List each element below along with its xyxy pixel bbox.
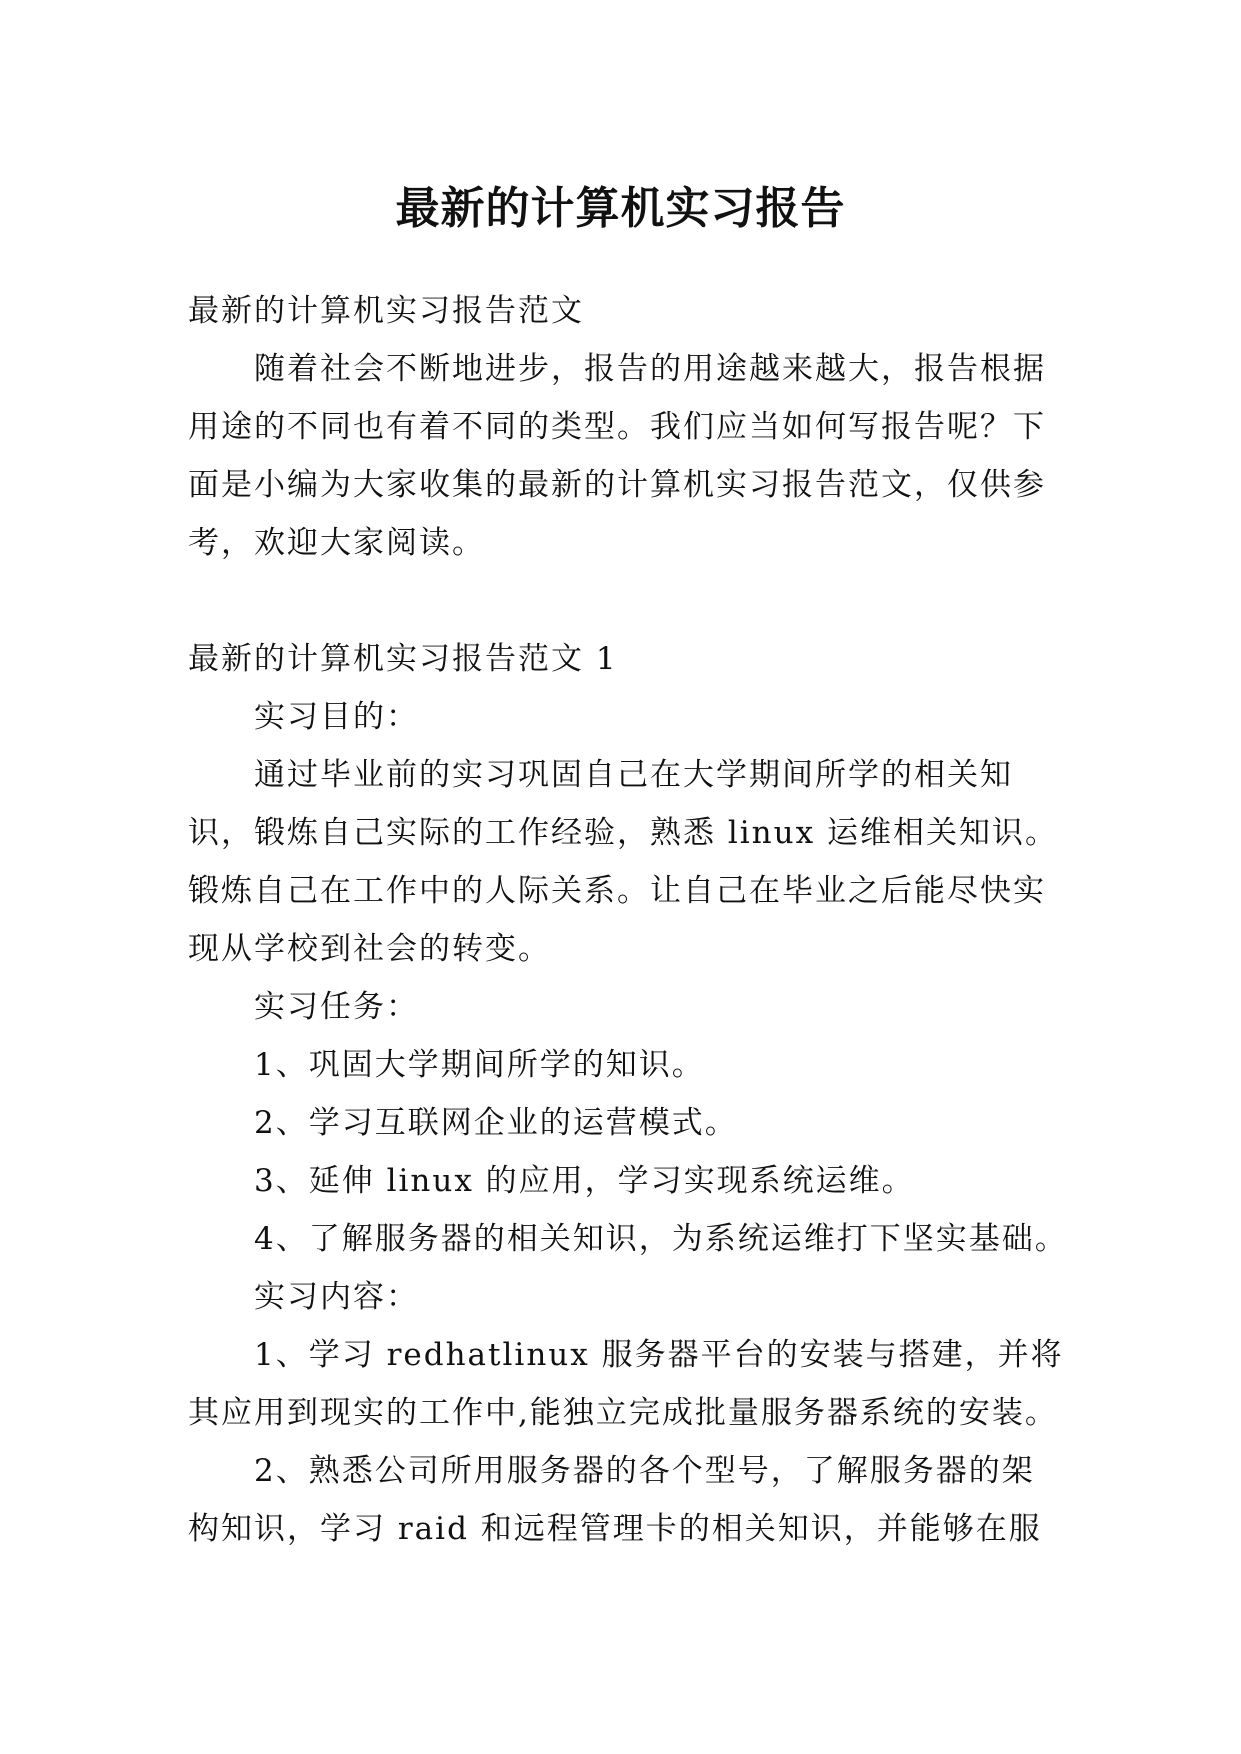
- paragraph-line: 面是小编为大家收集的最新的计算机实习报告范文，仅供参: [188, 467, 1046, 503]
- subheading: 实习内容：: [254, 1279, 419, 1315]
- paragraph-line: 考，欢迎大家阅读。: [188, 525, 485, 561]
- paragraph-line: 构知识，学习 raid 和远程管理卡的相关知识，并能够在服: [188, 1511, 1042, 1547]
- list-item: 2、学习互联网企业的运营模式。: [254, 1105, 738, 1141]
- list-item: 4、了解服务器的相关知识，为系统运维打下坚实基础。: [254, 1221, 1068, 1257]
- section-heading: 最新的计算机实习报告范文 1: [188, 641, 618, 677]
- paragraph-line: 识，锻炼自己实际的工作经验，熟悉 linux 运维相关知识。: [188, 815, 1058, 851]
- list-item: 2、熟悉公司所用服务器的各个型号，了解服务器的架: [254, 1453, 1035, 1489]
- paragraph-line: 其应用到现实的工作中,能独立完成批量服务器系统的安装。: [188, 1395, 1058, 1431]
- paragraph-line: 通过毕业前的实习巩固自己在大学期间所学的相关知: [254, 757, 1013, 793]
- section-heading: 最新的计算机实习报告范文: [188, 293, 584, 329]
- subheading: 实习任务：: [254, 989, 419, 1025]
- list-item: 1、巩固大学期间所学的知识。: [254, 1047, 705, 1083]
- list-item: 3、延伸 linux 的应用，学习实现系统运维。: [254, 1163, 915, 1199]
- list-item: 1、学习 redhatlinux 服务器平台的安装与搭建，并将: [254, 1337, 1064, 1373]
- paragraph-line: 用途的不同也有着不同的类型。我们应当如何写报告呢？下: [188, 409, 1046, 445]
- subheading: 实习目的：: [254, 699, 419, 735]
- paragraph-line: 现从学校到社会的转变。: [188, 931, 551, 967]
- document-body: [188, 282, 1068, 1558]
- paragraph-line: 锻炼自己在工作中的人际关系。让自己在毕业之后能尽快实: [188, 873, 1046, 909]
- paragraph-spacer: [188, 572, 1068, 630]
- document-title: 最新的计算机实习报告: [395, 183, 846, 235]
- paragraph-line: 随着社会不断地进步，报告的用途越来越大，报告根据: [254, 351, 1046, 387]
